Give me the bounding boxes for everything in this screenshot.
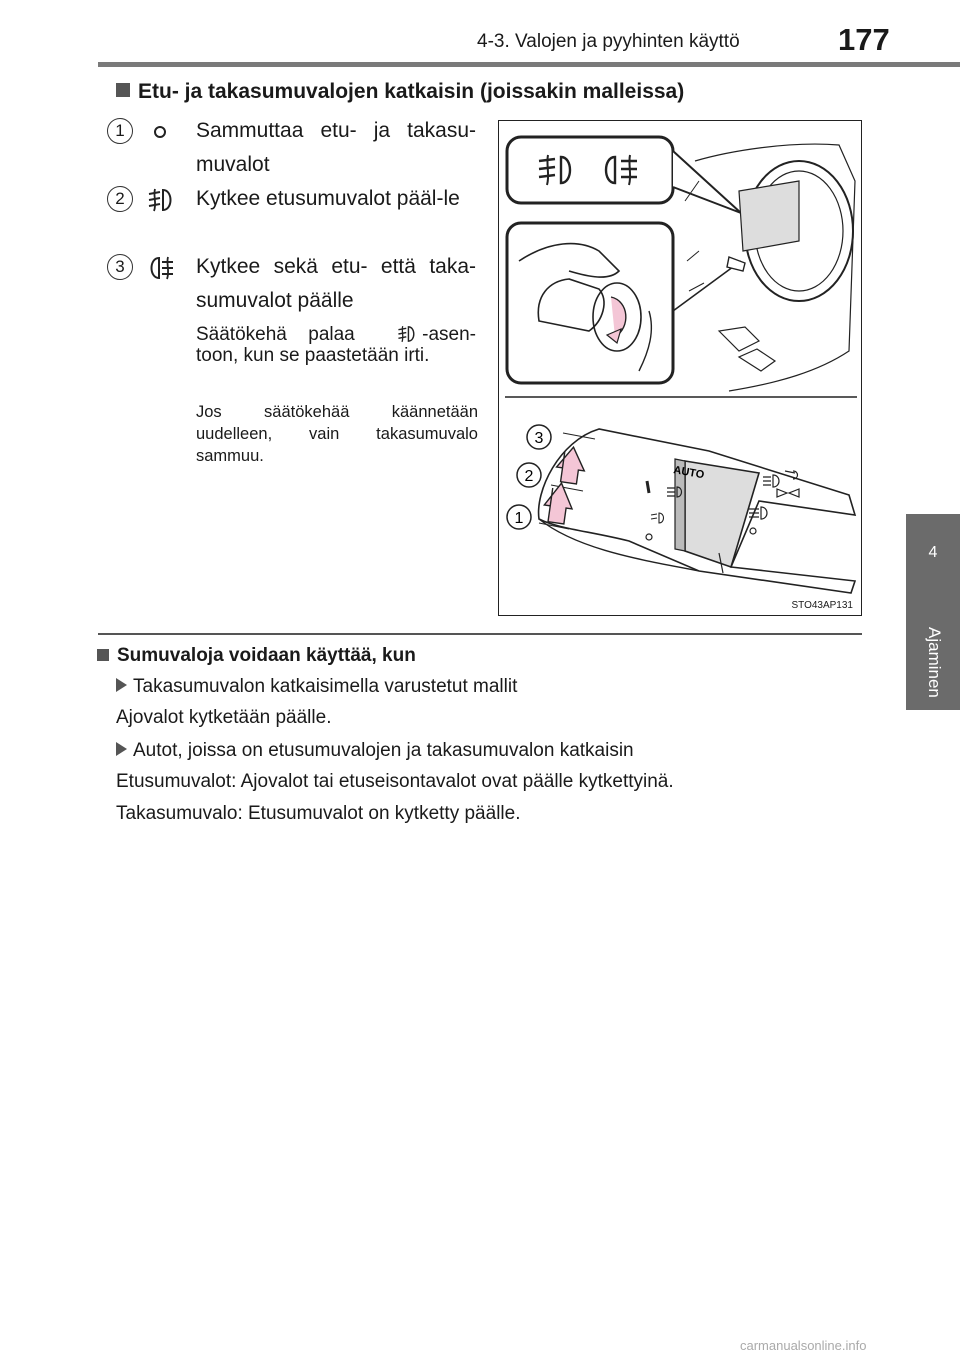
- square-bullet-icon: [97, 649, 109, 661]
- callout-3: 3: [534, 430, 544, 447]
- condition-bullet-2-text: Autot, joissa on etusumuvalojen ja takasumuvalon katkaisin: [133, 740, 634, 761]
- page-header: [0, 0, 960, 70]
- figure-code: STO43AP131: [791, 600, 853, 611]
- chapter-number: 4: [928, 544, 938, 561]
- switch-illustration: [499, 121, 863, 617]
- header-title: 4-3. Valojen ja pyyhinten käyttö: [477, 31, 740, 52]
- section-heading: [116, 80, 684, 104]
- note-text-post: -asen-toon, kun se paastetään irti.: [196, 324, 477, 366]
- square-bullet-icon: [116, 83, 130, 97]
- section-heading-text: Etu- ja takasumuvalojen katkaisin (joissakin malleissa): [138, 80, 685, 103]
- callout-1: 1: [514, 510, 524, 527]
- item-text-2: Kytkee etusumuvalot pääl-le: [196, 187, 460, 210]
- item-text-1: Sammuttaa etu- ja takasu-muvalot: [196, 119, 476, 176]
- condition-line-1: Ajovalot kytketään päälle.: [116, 707, 332, 728]
- note-text: [196, 324, 476, 366]
- condition-line-2: Etusumuvalot: Ajovalot tai etuseisontavalot ovat päälle kytkettyinä.: [116, 771, 674, 792]
- fog-icons-callout: [507, 137, 741, 213]
- condition-bullet-2: [116, 740, 634, 762]
- front-fog-light-icon: [394, 324, 420, 344]
- fog-light-switch-figure: [498, 120, 862, 616]
- callout-2: 2: [524, 468, 534, 485]
- page-number: 177: [838, 22, 890, 57]
- conditions-heading-text: Sumuvaloja voidaan käyttää, kun: [117, 645, 416, 666]
- item-number-1: 1: [107, 118, 133, 144]
- conditions-heading: [97, 645, 416, 667]
- item-number-3: 3: [107, 254, 133, 280]
- condition-bullet-1: [116, 676, 517, 698]
- off-icon: [148, 120, 172, 144]
- chapter-tab: [906, 514, 960, 710]
- dashboard-sketch: [685, 144, 855, 391]
- note-small-text: Jos säätökehää käännetään uudelleen, vain takasumuvalo sammuu.: [196, 403, 478, 465]
- front-fog-light-icon: [146, 186, 176, 214]
- watermark: carmanualsonline.info: [740, 1338, 867, 1353]
- triangle-bullet-icon: [116, 678, 127, 692]
- item-number-2: 2: [107, 186, 133, 212]
- condition-line-3: Takasumuvalo: Etusumuvalot on kytketty päälle.: [116, 803, 521, 824]
- lever-switch-drawing: [507, 425, 855, 593]
- condition-bullet-1-text: Takasumuvalon katkaisimella varustetut mallit: [133, 676, 518, 697]
- chapter-label: Ajaminen: [925, 626, 944, 698]
- auto-label: AUTO: [672, 464, 706, 482]
- note-text-pre: Säätökehä palaa: [196, 324, 355, 345]
- section-divider: [98, 633, 862, 635]
- rear-fog-light-icon: [146, 254, 176, 282]
- header-rule: [98, 62, 960, 67]
- item-text-3: Kytkee sekä etu- että taka-sumuvalot päälle: [196, 255, 476, 312]
- triangle-bullet-icon: [116, 742, 127, 756]
- hand-turning-switch-inset: [507, 223, 741, 383]
